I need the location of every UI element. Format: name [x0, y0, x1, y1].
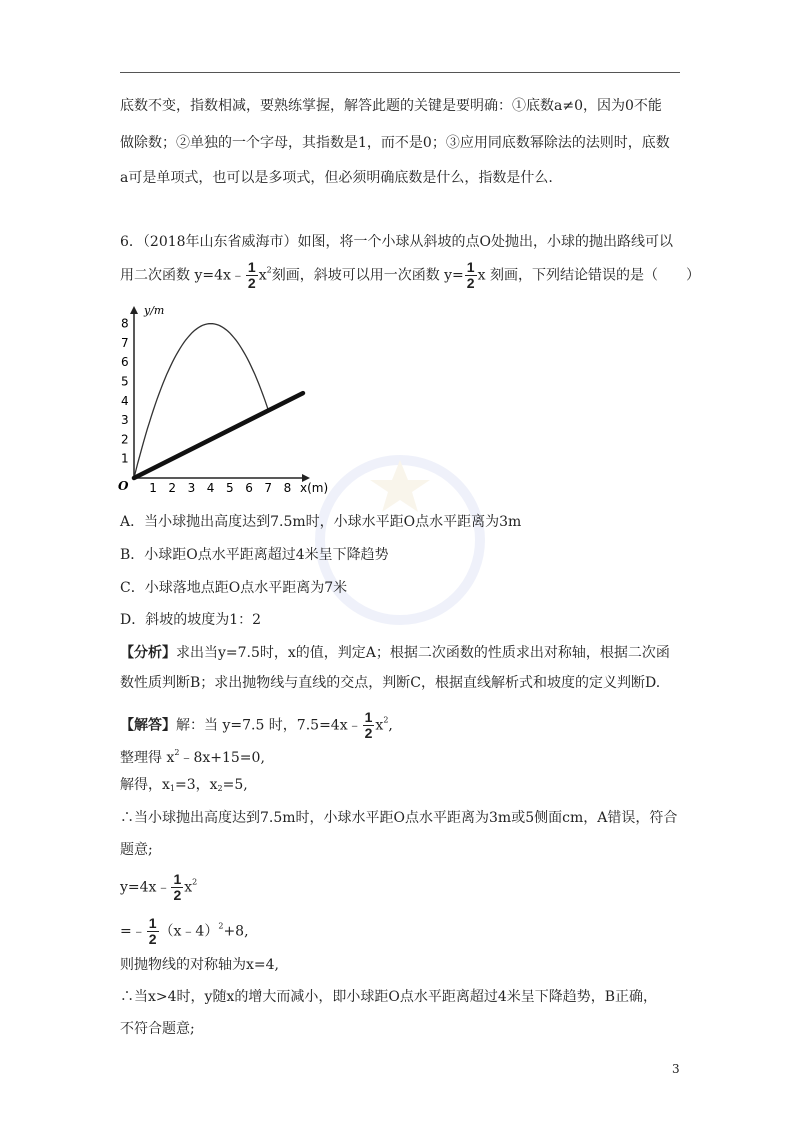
y-tick-label: 6	[121, 355, 129, 370]
analysis-line-1: 【分析】求出当y=7.5时，x的值，判定A；根据二次函数的性质求出对称轴，根据二次函	[120, 645, 670, 661]
y-tick-label: 2	[121, 432, 129, 447]
option-b: B．小球距O点水平距离超过4米呈下降趋势	[120, 547, 389, 563]
x-tick-label: 6	[245, 481, 253, 495]
question-line-2: 用二次函数 y=4x﹣ $\frac{1}{2}$ $x^2$刻画，斜坡可以用一次函数 y= $\frac{1}{2}$ x 刻画，下列结论错误的是（ ）	[120, 259, 700, 291]
parabola-slope-figure	[112, 300, 332, 500]
analysis-line-2: 数性质判断B；求出抛物线与直线的交点，判断C，根据直线解析式和坡度的定义判断D.	[120, 675, 661, 691]
solution-line-2: 整理得 $x^2﹣8x+15=0$,	[120, 748, 265, 766]
x-tick-label: 5	[226, 481, 234, 495]
x-tick-label: 3	[187, 481, 196, 495]
y-tick-label: 8	[121, 316, 129, 331]
y-axis-arrow-icon	[130, 306, 138, 314]
prev-text-line-3: a可是单项式，也可以是多项式，但必须明确底数是什么，指数是什么.	[120, 170, 553, 186]
solution-line-1: 【解答】解：当 y=7.5 时，7.5=4x﹣ $\frac{1}{2}$ $x^2$,	[120, 709, 393, 741]
fraction-half: $\frac{1}{2}$	[148, 915, 157, 947]
x-tick-label: 2	[168, 481, 177, 495]
fraction-half: $\frac{1}{2}$	[173, 871, 182, 903]
solution-line-4: ∴当小球抛出高度达到7.5m时，小球水平距O点水平距离为3m或5侧面cm，A错误，符合	[120, 810, 678, 826]
y-tick-labels	[121, 317, 129, 466]
y-tick-label: 1	[121, 451, 129, 466]
option-a: A．当小球抛出高度达到7.5m时，小球水平距O点水平距离为3m	[120, 514, 522, 530]
page-number: 3	[672, 1062, 680, 1076]
solution-line-5: 题意;	[120, 842, 153, 858]
prev-text-line-1: 底数不变，指数相减，要熟练掌握，解答此题的关键是要明确：①底数a≠0，因为0不能	[120, 98, 662, 114]
question-line-1: 6．（2018年山东省威海市）如图，将一个小球从斜坡的点O处抛出，小球的抛出路线可以	[120, 234, 674, 250]
x-axis-label: x(m)	[300, 481, 329, 495]
y-tick-label: 3	[121, 413, 129, 428]
y-tick-label: 4	[121, 393, 129, 408]
solution-line-9: ∴当x>4时，y随x的增大而减小，即小球距O点水平距离超过4米呈下降趋势，B正确，	[120, 989, 658, 1005]
y-tick-label: 7	[121, 335, 129, 350]
origin-label: O	[118, 479, 129, 493]
fraction-half: $\frac{1}{2}$	[364, 709, 373, 741]
y-tick-label: 5	[121, 374, 129, 389]
slope-line	[134, 393, 303, 478]
solution-line-6: y=4x﹣ $\frac{1}{2}$ $x^2$	[120, 871, 198, 903]
fraction-half: $\frac{1}{2}$	[247, 259, 256, 291]
y-axis-label: y/m	[144, 304, 165, 317]
solution-line-8: 则抛物线的对称轴为x=4,	[120, 957, 279, 973]
x-tick-label: 1	[149, 481, 157, 495]
solution-line-10: 不符合题意;	[120, 1021, 195, 1037]
prev-text-line-2: 做除数；②单独的一个字母，其指数是1，而不是0；③应用同底数幂除法的法则时，底数	[120, 135, 670, 151]
x-tick-label: 8	[283, 481, 292, 495]
option-c: C．小球落地点距O点水平距离为7米	[120, 580, 348, 596]
parabola-curve	[134, 324, 268, 478]
x-tick-label: 7	[264, 481, 273, 495]
fraction-half: $\frac{1}{2}$	[466, 259, 475, 291]
header-rule	[120, 72, 680, 73]
option-d: D．斜坡的坡度为1：2	[120, 612, 262, 628]
solution-line-3: 解得，$x_1=3$，$x_2=5$,	[120, 777, 248, 793]
x-tick-labels	[149, 481, 291, 495]
solution-line-7: =﹣ $\frac{1}{2}$ （x﹣4）$^2$+8,	[120, 915, 249, 947]
x-tick-label: 4	[206, 481, 215, 495]
